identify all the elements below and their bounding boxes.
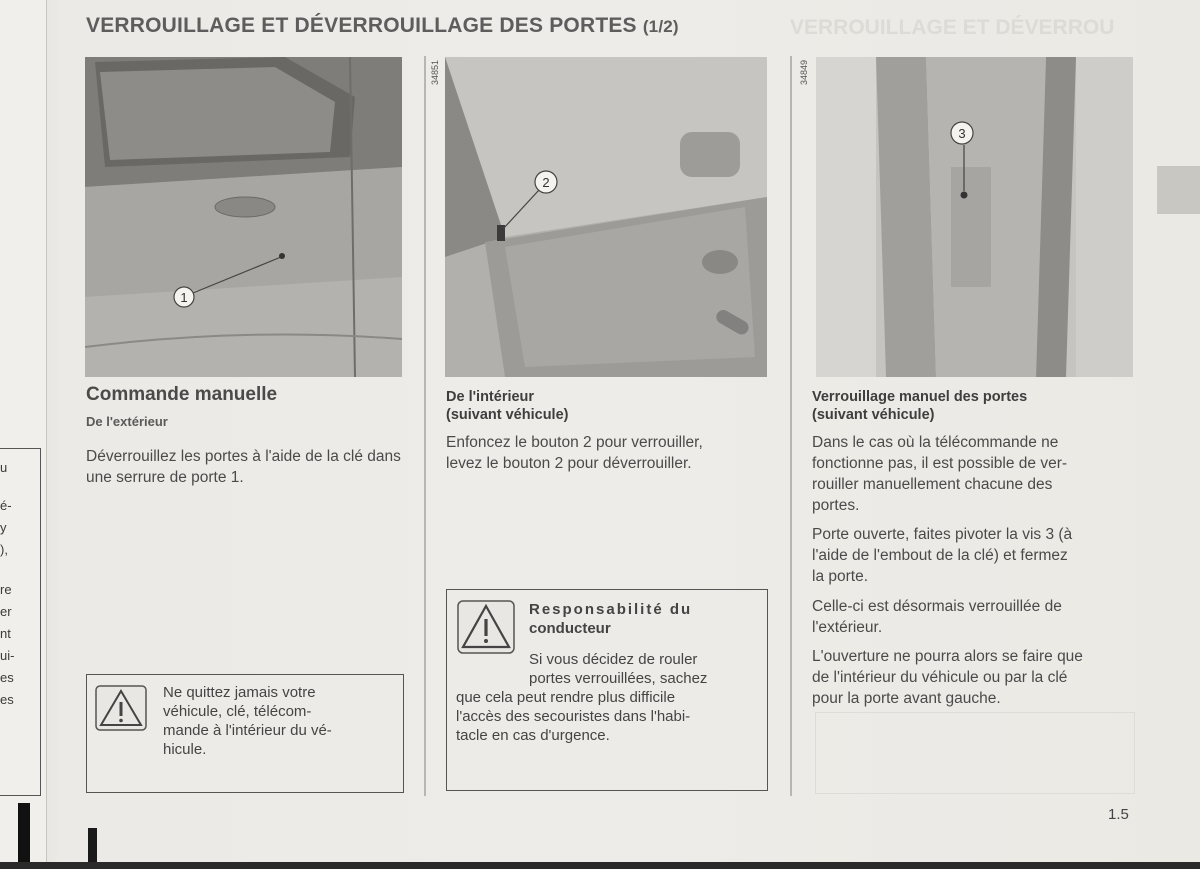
warning-line: l'accès des secouristes dans l'habi- xyxy=(456,708,691,725)
paragraph-line: portes. xyxy=(812,497,860,514)
paragraph-line: l'extérieur. xyxy=(812,619,883,636)
callout-3: 3 xyxy=(958,126,966,141)
edge-box xyxy=(0,448,41,796)
paragraph-line: Celle-ci est désormais verrouillée de xyxy=(812,598,1062,615)
edge-fragment: é- xyxy=(0,498,12,513)
section-heading xyxy=(812,388,1027,424)
previous-page-edge xyxy=(0,0,47,869)
paragraph-line: levez le bouton 2 pour déverrouiller. xyxy=(446,455,692,472)
warning-text xyxy=(456,688,758,745)
edge-fragment: ), xyxy=(0,542,8,557)
paragraph-line: Dans le cas où la télécommande ne xyxy=(812,434,1059,451)
warning-line: Ne quittez jamais votre xyxy=(163,684,316,701)
edge-fragment: nt xyxy=(0,626,11,641)
section-subheading: De l'extérieur xyxy=(86,414,168,429)
paragraph-line: rouiller manuellement chacune des xyxy=(812,476,1053,493)
paragraph-line: l'aide de l'embout de la clé) et fermez xyxy=(812,547,1068,564)
photo-interior-door xyxy=(445,57,767,377)
paragraph-line: L'ouverture ne pourra alors se faire que xyxy=(812,648,1083,665)
show-through-box xyxy=(815,712,1135,794)
paragraph-line: Enfoncez le bouton 2 pour verrouiller, xyxy=(446,434,703,451)
col3-paragraph xyxy=(812,432,1137,516)
show-through-title: VERROUILLAGE ET DÉVERROU xyxy=(790,16,1115,39)
section-heading xyxy=(446,388,568,424)
col2-paragraph xyxy=(446,432,768,474)
heading-line: (suivant véhicule) xyxy=(812,407,935,423)
warning-line: hicule. xyxy=(163,741,207,758)
callout-2: 2 xyxy=(542,175,550,190)
page-title-part: (1/2) xyxy=(642,17,679,36)
photo-exterior-door xyxy=(85,57,402,377)
paragraph-line: Porte ouverte, faites pivoter la vis 3 (à xyxy=(812,526,1073,543)
edge-fragment: es xyxy=(0,692,14,707)
warning-line: portes verrouillées, sachez xyxy=(529,670,708,687)
page-number: 1.5 xyxy=(1108,806,1129,823)
edge-fragment: er xyxy=(0,604,12,619)
paragraph-line: la porte. xyxy=(812,568,869,585)
col1-paragraph: Déverrouillez les portes à l'aide de la clé dans une serrure de porte 1. xyxy=(86,448,401,486)
callout-1: 1 xyxy=(180,290,188,305)
warning-line: véhicule, clé, télécom- xyxy=(163,703,312,720)
page-title-main: VERROUILLAGE ET DÉVERROUILLAGE DES PORTES xyxy=(86,14,637,37)
chapter-tab xyxy=(1157,166,1200,214)
paragraph-line: de l'intérieur du véhicule ou par la clé xyxy=(812,669,1068,686)
binding-mark xyxy=(18,803,30,869)
warning-icon xyxy=(95,685,147,731)
warning-heading-line: conducteur xyxy=(529,620,611,637)
warning-heading-line: Responsabilité du xyxy=(529,601,693,618)
photo-code: 34851 xyxy=(430,60,440,86)
column-divider xyxy=(790,56,792,796)
edge-fragment: es xyxy=(0,670,14,685)
warning-box xyxy=(446,589,768,791)
edge-fragment: ui- xyxy=(0,648,15,663)
page-bottom-edge xyxy=(0,862,1200,869)
photo-code: 34849 xyxy=(799,60,809,86)
warning-line: tacle en cas d'urgence. xyxy=(456,727,610,744)
col3-paragraph xyxy=(812,524,1137,587)
warning-text xyxy=(529,650,757,688)
warning-line: que cela peut rendre plus difficile xyxy=(456,689,676,706)
edge-fragment: re xyxy=(0,582,12,597)
warning-text xyxy=(163,683,393,759)
page-title xyxy=(86,14,679,38)
warning-line: Si vous décidez de rouler xyxy=(529,651,698,668)
edge-fragment: u xyxy=(0,460,8,475)
heading-line: De l'intérieur xyxy=(446,389,535,405)
column-divider xyxy=(424,56,426,796)
section-heading: Commande manuelle xyxy=(86,384,278,405)
warning-line: mande à l'intérieur du vé- xyxy=(163,722,332,739)
col3-paragraph xyxy=(812,646,1137,709)
heading-line: (suivant véhicule) xyxy=(446,407,569,423)
paragraph-line: pour la porte avant gauche. xyxy=(812,690,1001,707)
edge-fragment: y xyxy=(0,520,7,535)
photo-door-lock-screw xyxy=(816,57,1133,377)
heading-line: Verrouillage manuel des portes xyxy=(812,389,1028,405)
warning-heading xyxy=(529,600,757,638)
warning-box xyxy=(86,674,404,793)
warning-icon xyxy=(457,600,515,654)
paragraph-line: fonctionne pas, il est possible de ver- xyxy=(812,455,1068,472)
col3-paragraph xyxy=(812,596,1137,638)
